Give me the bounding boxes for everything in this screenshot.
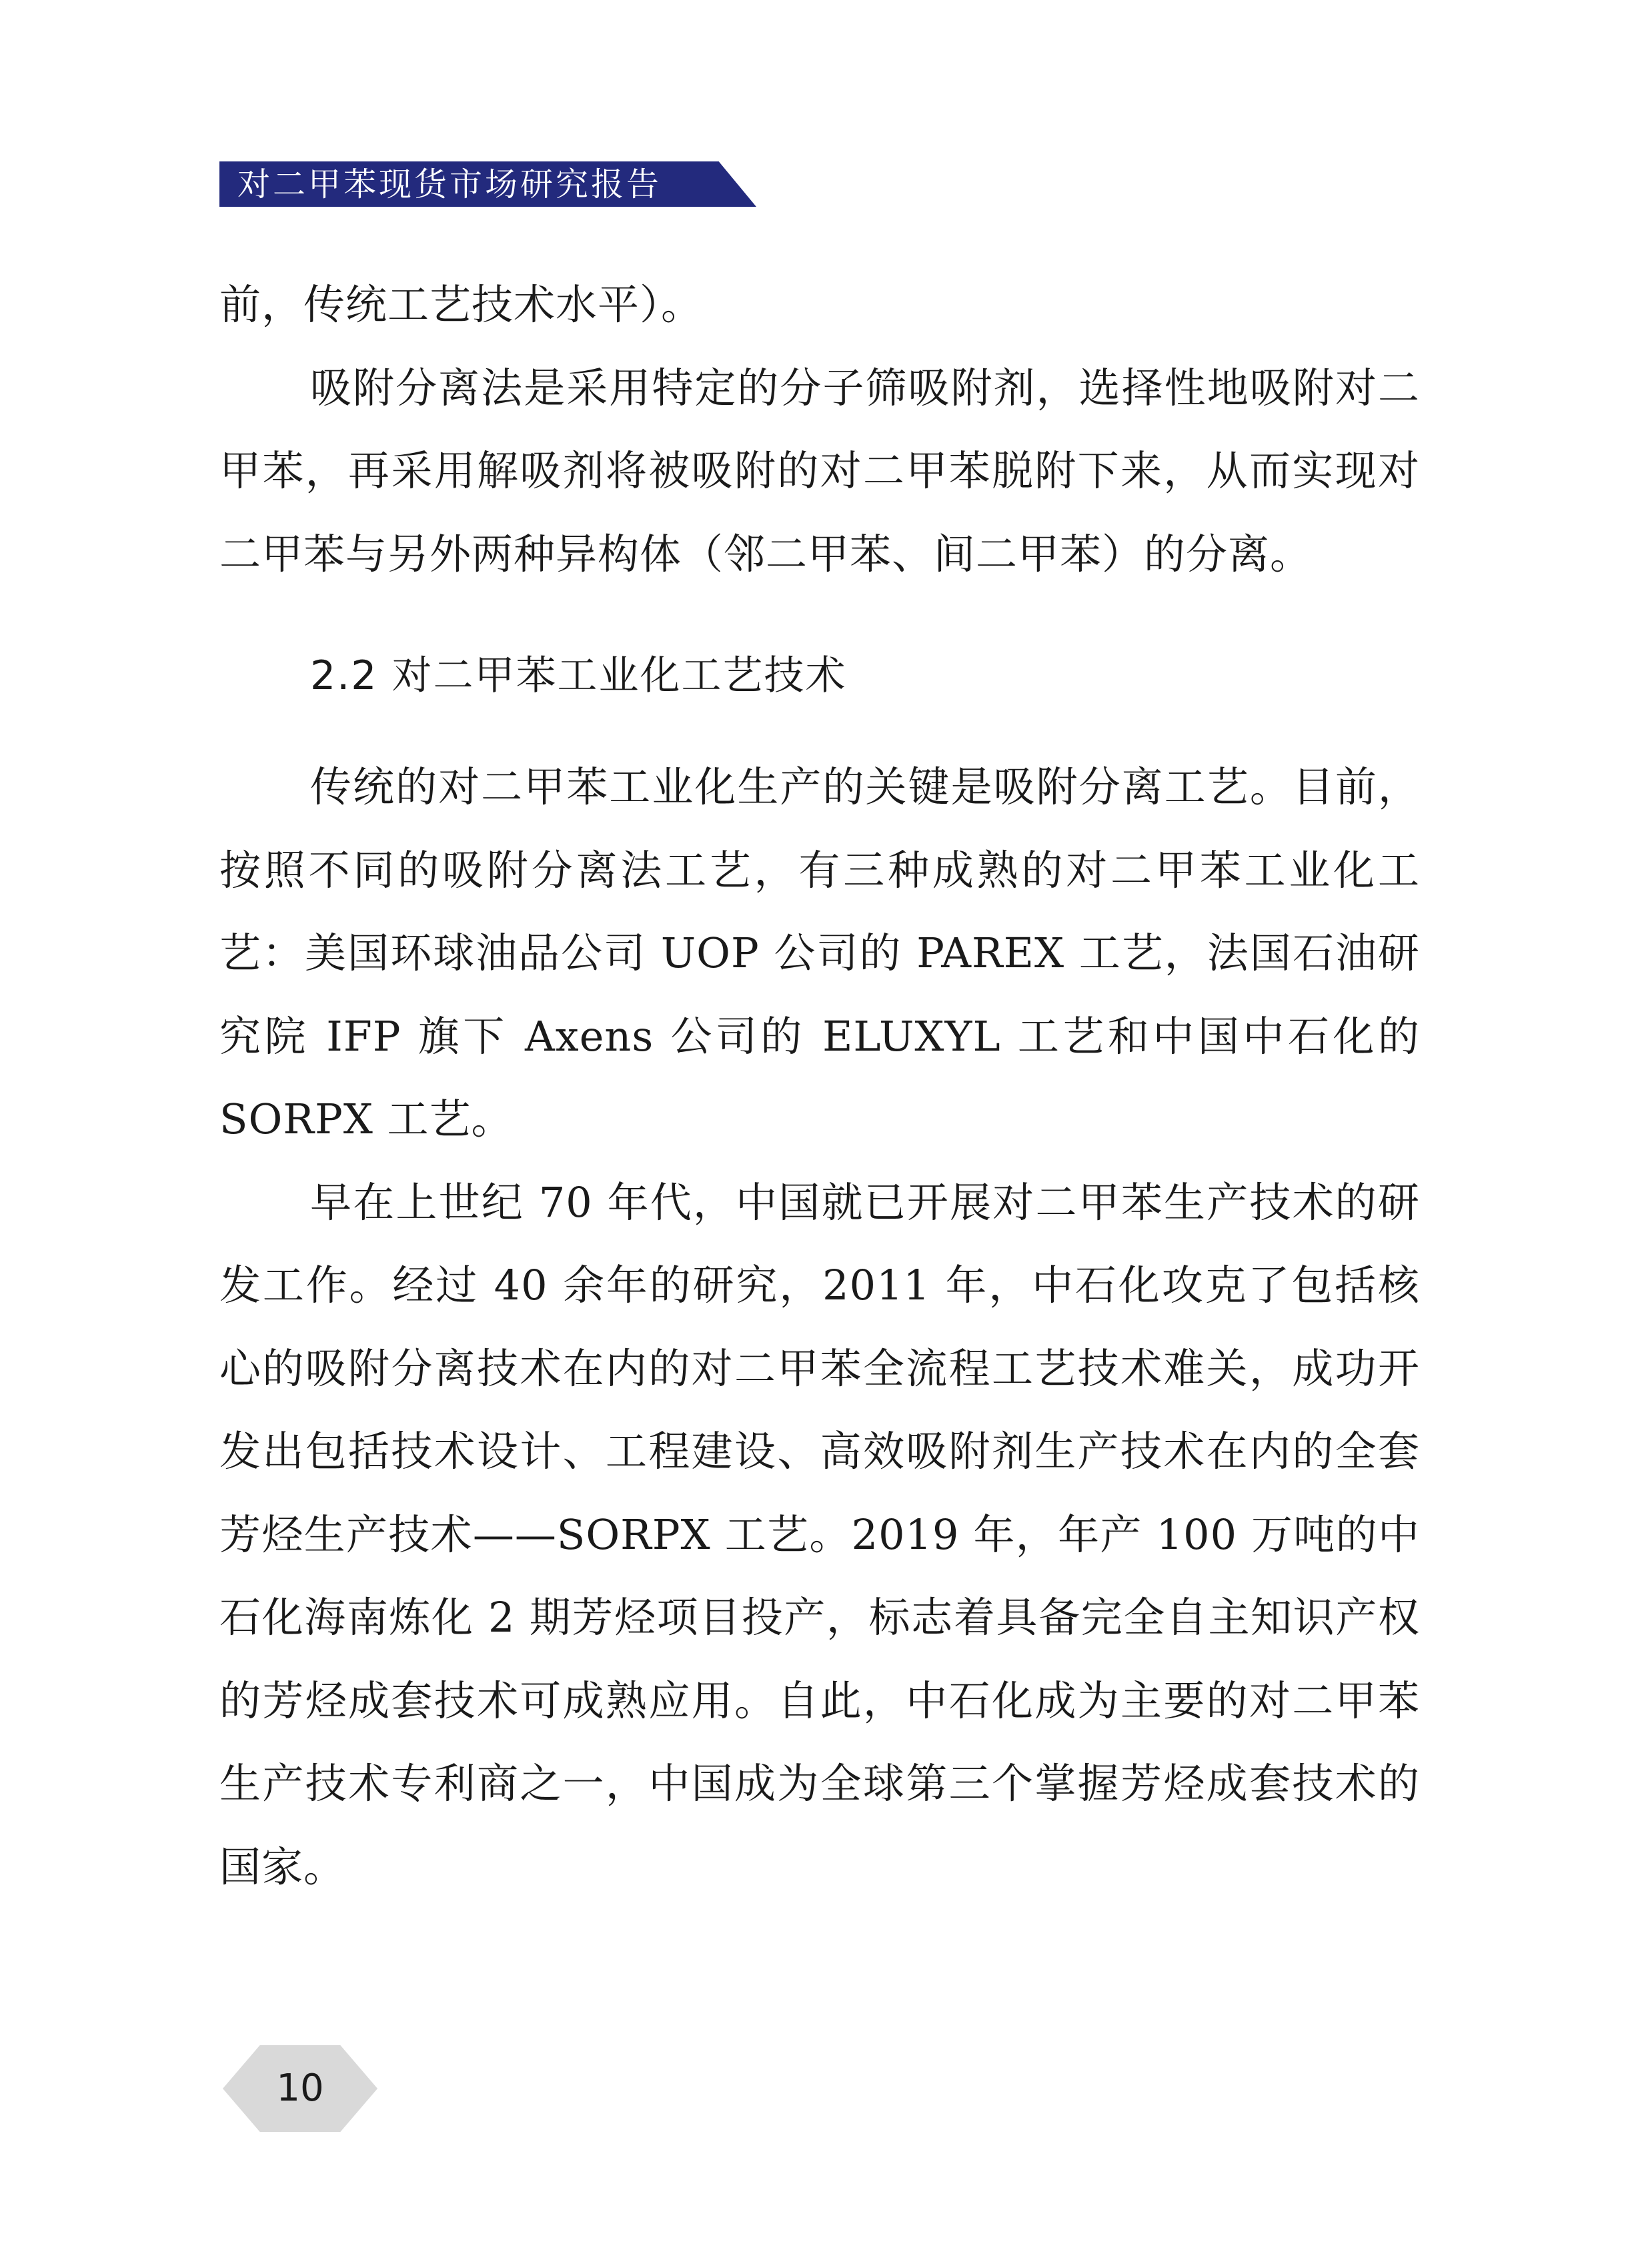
paragraph-history: 早在上世纪 70 年代，中国就已开展对二甲苯生产技术的研发工作。经过 40 余年的研究，2011 年，中石化攻克了包括核心的吸附分离技术在内的对二甲苯全流程工艺技术难关，成功开发出包括技术设计、工程建设、高效吸附剂生产技术在内的全套芳烃生产技术——SORPX 工艺。2019 年，年产 100 万吨的中石化海南炼化 2 期芳烃项目投产，标志着具备完全自主知识产权的芳烃成套技术可成熟应用。自此，中石化成为主要的对二甲苯生产技术专利商之一，中国成为全球第三个掌握芳烃成套技术的国家。 [219, 1177, 1420, 1891]
page-body [219, 263, 1420, 1908]
paragraph-adsorption: 吸附分离法是采用特定的分子筛吸附剂，选择性地吸附对二甲苯，再采用解吸剂将被吸附的对二甲苯脱附下来，从而实现对二甲苯与另外两种异构体（邻二甲苯、间二甲苯）的分离。 [219, 363, 1420, 578]
page-number: 10 [276, 2067, 324, 2110]
paragraph-industrial-process: 传统的对二甲苯工业化生产的关键是吸附分离工艺。目前，按照不同的吸附分离法工艺，有三种成熟的对二甲苯工业化工艺：美国环球油品公司 UOP 公司的 PAREX 工艺，法国石油研究院 IFP 旗下 Axens 公司的 ELUXYL 工艺和中国中石化的 SORPX 工艺。 [219, 762, 1420, 1143]
section-heading: 2.2 对二甲苯工业化工艺技术 [310, 652, 847, 699]
paragraph-continued: 前，传统工艺技术水平）。 [219, 280, 704, 329]
running-header-title: 对二甲苯现货市场研究报告 [237, 165, 662, 203]
